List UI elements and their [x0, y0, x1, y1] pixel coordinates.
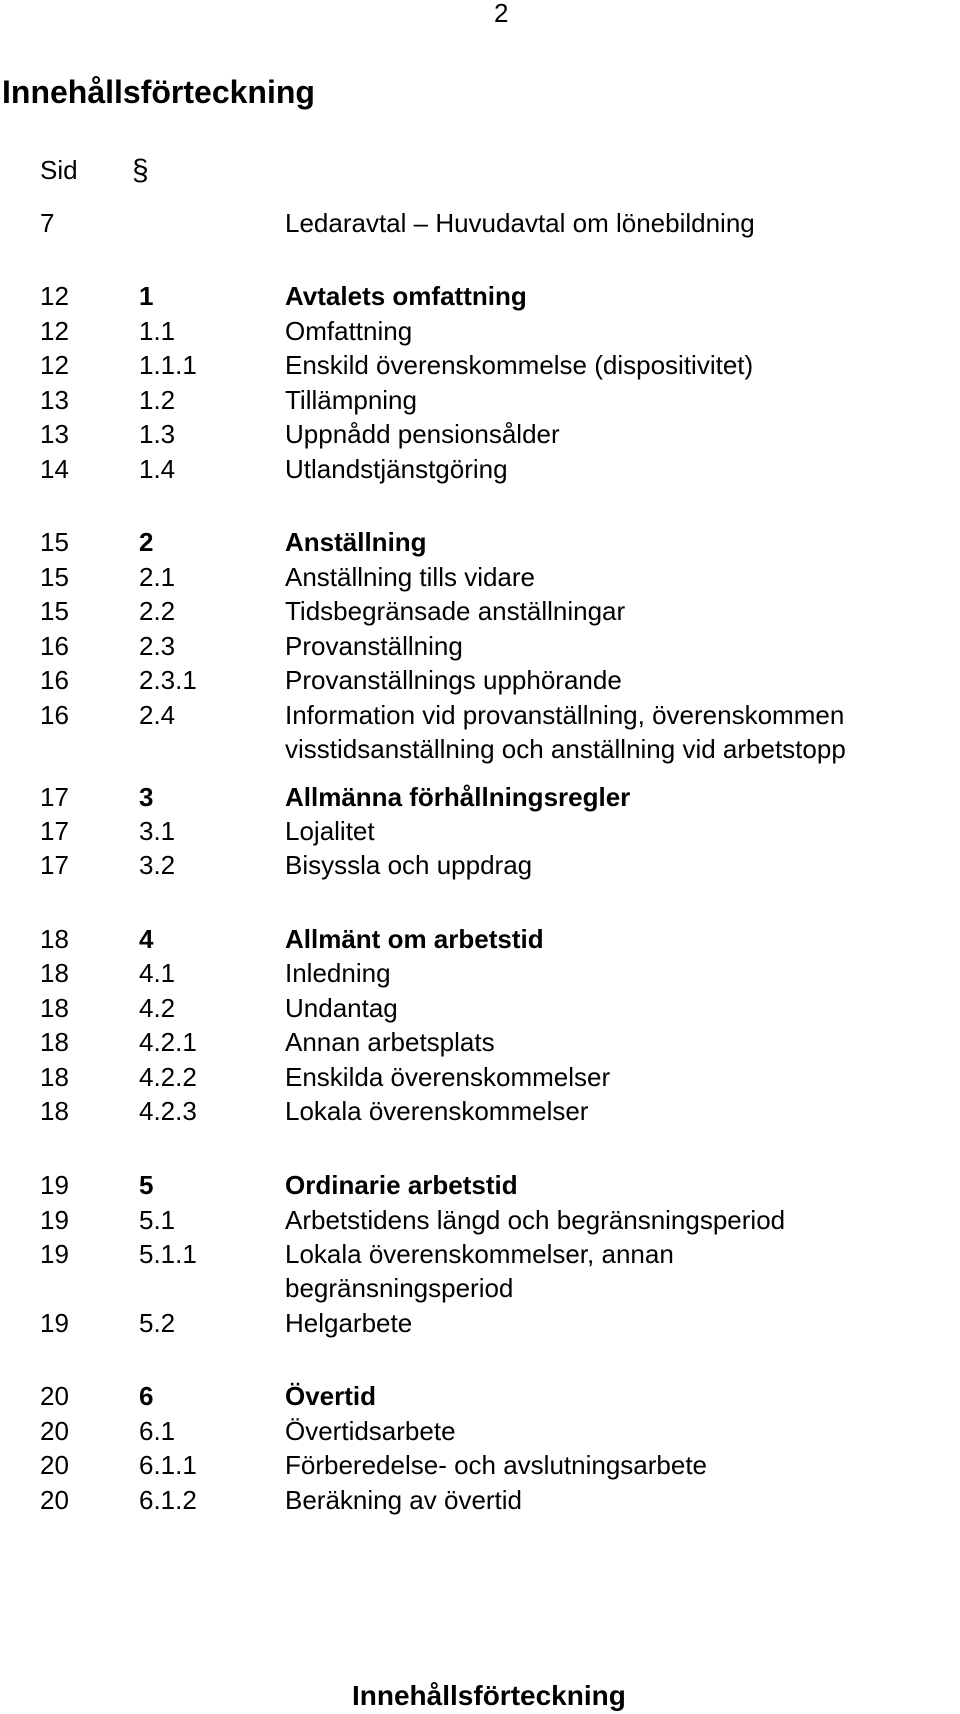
toc-entry — [0, 452, 960, 486]
toc-section-title: Allmänt om arbetstid — [285, 924, 544, 954]
toc-section-title: Helgarbete — [285, 1308, 413, 1338]
toc-section-title: Allmänna förhållningsregler — [285, 782, 631, 812]
toc-section-title: Tillämpning — [285, 385, 417, 415]
toc-section-title: Lojalitet — [285, 816, 375, 846]
toc-entry — [0, 663, 960, 697]
toc-page-number: 13 — [40, 385, 69, 415]
toc-section-number: 3.2 — [139, 850, 176, 880]
toc-page-number: 18 — [40, 1062, 69, 1092]
toc-page-number: 18 — [40, 1096, 69, 1126]
toc-section-title: Arbetstidens längd och begränsningsperiod — [285, 1205, 786, 1235]
toc-page-number: 17 — [40, 816, 69, 846]
toc-entry — [0, 1448, 960, 1482]
footer-title: Innehållsförteckning — [352, 1680, 626, 1711]
toc-entry — [0, 1483, 960, 1517]
toc-entry — [0, 560, 960, 594]
toc-section-number: 1.2 — [139, 385, 176, 415]
toc-section-title: Anställning tills vidare — [285, 562, 536, 592]
toc-section-title: Förberedelse- och avslutningsarbete — [285, 1450, 708, 1480]
toc-page-number: 18 — [40, 1027, 69, 1057]
toc-section-number: 6 — [139, 1381, 154, 1411]
toc-page-number: 18 — [40, 924, 69, 954]
toc-entry — [0, 206, 960, 240]
toc-entry — [0, 1237, 960, 1271]
toc-entry — [0, 417, 960, 451]
page-number: 2 — [494, 0, 509, 28]
toc-section-title: Övertidsarbete — [285, 1416, 456, 1446]
toc-page-number: 7 — [40, 208, 55, 238]
toc-page-number: 19 — [40, 1239, 69, 1269]
toc-section-number: 2.3 — [139, 631, 176, 661]
toc-section-number: 6.1 — [139, 1416, 176, 1446]
toc-entry — [0, 922, 960, 956]
toc-entry — [0, 629, 960, 663]
header-paragraph-sign: § — [132, 154, 149, 187]
toc-section-title: Avtalets omfattning — [285, 281, 527, 311]
toc-section-title: Lokala överenskommelser — [285, 1096, 589, 1126]
toc-page-number: 13 — [40, 419, 69, 449]
toc-page-number: 17 — [40, 850, 69, 880]
toc-page-number: 15 — [40, 596, 69, 626]
toc-page-number: 15 — [40, 562, 69, 592]
toc-section-title: Lokala överenskommelser, annan — [285, 1239, 674, 1269]
toc-entry — [0, 1094, 960, 1128]
toc-section-number: 2.2 — [139, 596, 176, 626]
toc-entry — [0, 1025, 960, 1059]
toc-section-title: Uppnådd pensionsålder — [285, 419, 560, 449]
page-title: Innehållsförteckning — [2, 74, 315, 110]
toc-entry — [0, 1414, 960, 1448]
toc-page-number: 20 — [40, 1381, 69, 1411]
toc-entry — [0, 1379, 960, 1413]
toc-section-number: 4.1 — [139, 958, 176, 988]
toc-page-number: 12 — [40, 281, 69, 311]
toc-entry — [0, 814, 960, 848]
toc-page-number: 18 — [40, 993, 69, 1023]
toc-section-title: Provanställnings upphörande — [285, 665, 622, 695]
toc-entry — [0, 1203, 960, 1237]
toc-page-number: 18 — [40, 958, 69, 988]
toc-section-title: Information vid provanställning, överenskommen — [285, 700, 845, 730]
toc-entry — [0, 279, 960, 313]
toc-page-number: 20 — [40, 1485, 69, 1515]
toc-section-number: 6.1.1 — [139, 1450, 197, 1480]
toc-section-number: 4.2.2 — [139, 1062, 197, 1092]
toc-page-number: 19 — [40, 1205, 69, 1235]
toc-section-number: 5.2 — [139, 1308, 176, 1338]
toc-section-number: 1.3 — [139, 419, 176, 449]
toc-entry — [0, 1060, 960, 1094]
toc-entry — [0, 780, 960, 814]
toc-section-number: 4.2.1 — [139, 1027, 197, 1057]
toc-entry — [0, 314, 960, 348]
toc-page-number: 17 — [40, 782, 69, 812]
header-sid: Sid — [40, 155, 78, 185]
toc-section-number: 1.4 — [139, 454, 176, 484]
toc-section-title: Övertid — [285, 1381, 377, 1411]
toc-section-number: 5.1 — [139, 1205, 176, 1235]
toc-section-title: Tidsbegränsade anställningar — [285, 596, 626, 626]
toc-page-number: 15 — [40, 527, 69, 557]
toc-section-number: 4.2 — [139, 993, 176, 1023]
toc-section-title: Ledaravtal – Huvudavtal om lönebildning — [285, 208, 755, 238]
toc-section-title: Enskild överenskommelse (dispositivitet) — [285, 350, 754, 380]
toc-section-number: 1 — [139, 281, 154, 311]
toc-section-title: Annan arbetsplats — [285, 1027, 495, 1057]
toc-section-title: Ordinarie arbetstid — [285, 1170, 518, 1200]
toc-section-number: 2 — [139, 527, 154, 557]
toc-section-title: Bisyssla och uppdrag — [285, 850, 533, 880]
toc-entry — [0, 594, 960, 628]
toc-section-title-continued: visstidsanställning och anställning vid arbetstopp — [285, 734, 846, 764]
toc-page-number: 16 — [40, 665, 69, 695]
toc-page-number: 16 — [40, 700, 69, 730]
toc-section-number: 4 — [139, 924, 154, 954]
toc-page-number: 14 — [40, 454, 69, 484]
toc-page-number: 16 — [40, 631, 69, 661]
toc-entry — [0, 1168, 960, 1202]
toc-section-number: 2.3.1 — [139, 665, 197, 695]
toc-section-number: 5.1.1 — [139, 1239, 197, 1269]
toc-page-number: 12 — [40, 316, 69, 346]
toc-page-number: 12 — [40, 350, 69, 380]
toc-entry — [0, 956, 960, 990]
toc-section-title: Inledning — [285, 958, 391, 988]
toc-section-title: Provanställning — [285, 631, 463, 661]
toc-section-number: 1.1 — [139, 316, 176, 346]
toc-section-number: 1.1.1 — [139, 350, 197, 380]
toc-entry — [0, 698, 960, 732]
toc-section-number: 6.1.2 — [139, 1485, 197, 1515]
toc-entry — [0, 1306, 960, 1340]
toc-page-number: 20 — [40, 1416, 69, 1446]
toc-section-number: 3 — [139, 782, 154, 812]
toc-page-number: 20 — [40, 1450, 69, 1480]
toc-entry — [0, 848, 960, 882]
toc-section-number: 2.1 — [139, 562, 176, 592]
toc-entry — [0, 991, 960, 1025]
toc-section-number: 5 — [139, 1170, 154, 1200]
toc-section-number: 2.4 — [139, 700, 176, 730]
toc-section-title: Anställning — [285, 527, 427, 557]
toc-section-title-continued: begränsningsperiod — [285, 1273, 514, 1303]
toc-page-number: 19 — [40, 1308, 69, 1338]
toc-section-title: Beräkning av övertid — [285, 1485, 523, 1515]
toc-section-number: 4.2.3 — [139, 1096, 197, 1126]
toc-entry — [0, 383, 960, 417]
toc-section-title: Undantag — [285, 993, 398, 1023]
toc-entry — [0, 525, 960, 559]
toc-section-title: Omfattning — [285, 316, 413, 346]
toc-section-title: Enskilda överenskommelser — [285, 1062, 611, 1092]
toc-entry — [0, 348, 960, 382]
toc-page-number: 19 — [40, 1170, 69, 1200]
toc-section-title: Utlandstjänstgöring — [285, 454, 508, 484]
toc-section-number: 3.1 — [139, 816, 176, 846]
